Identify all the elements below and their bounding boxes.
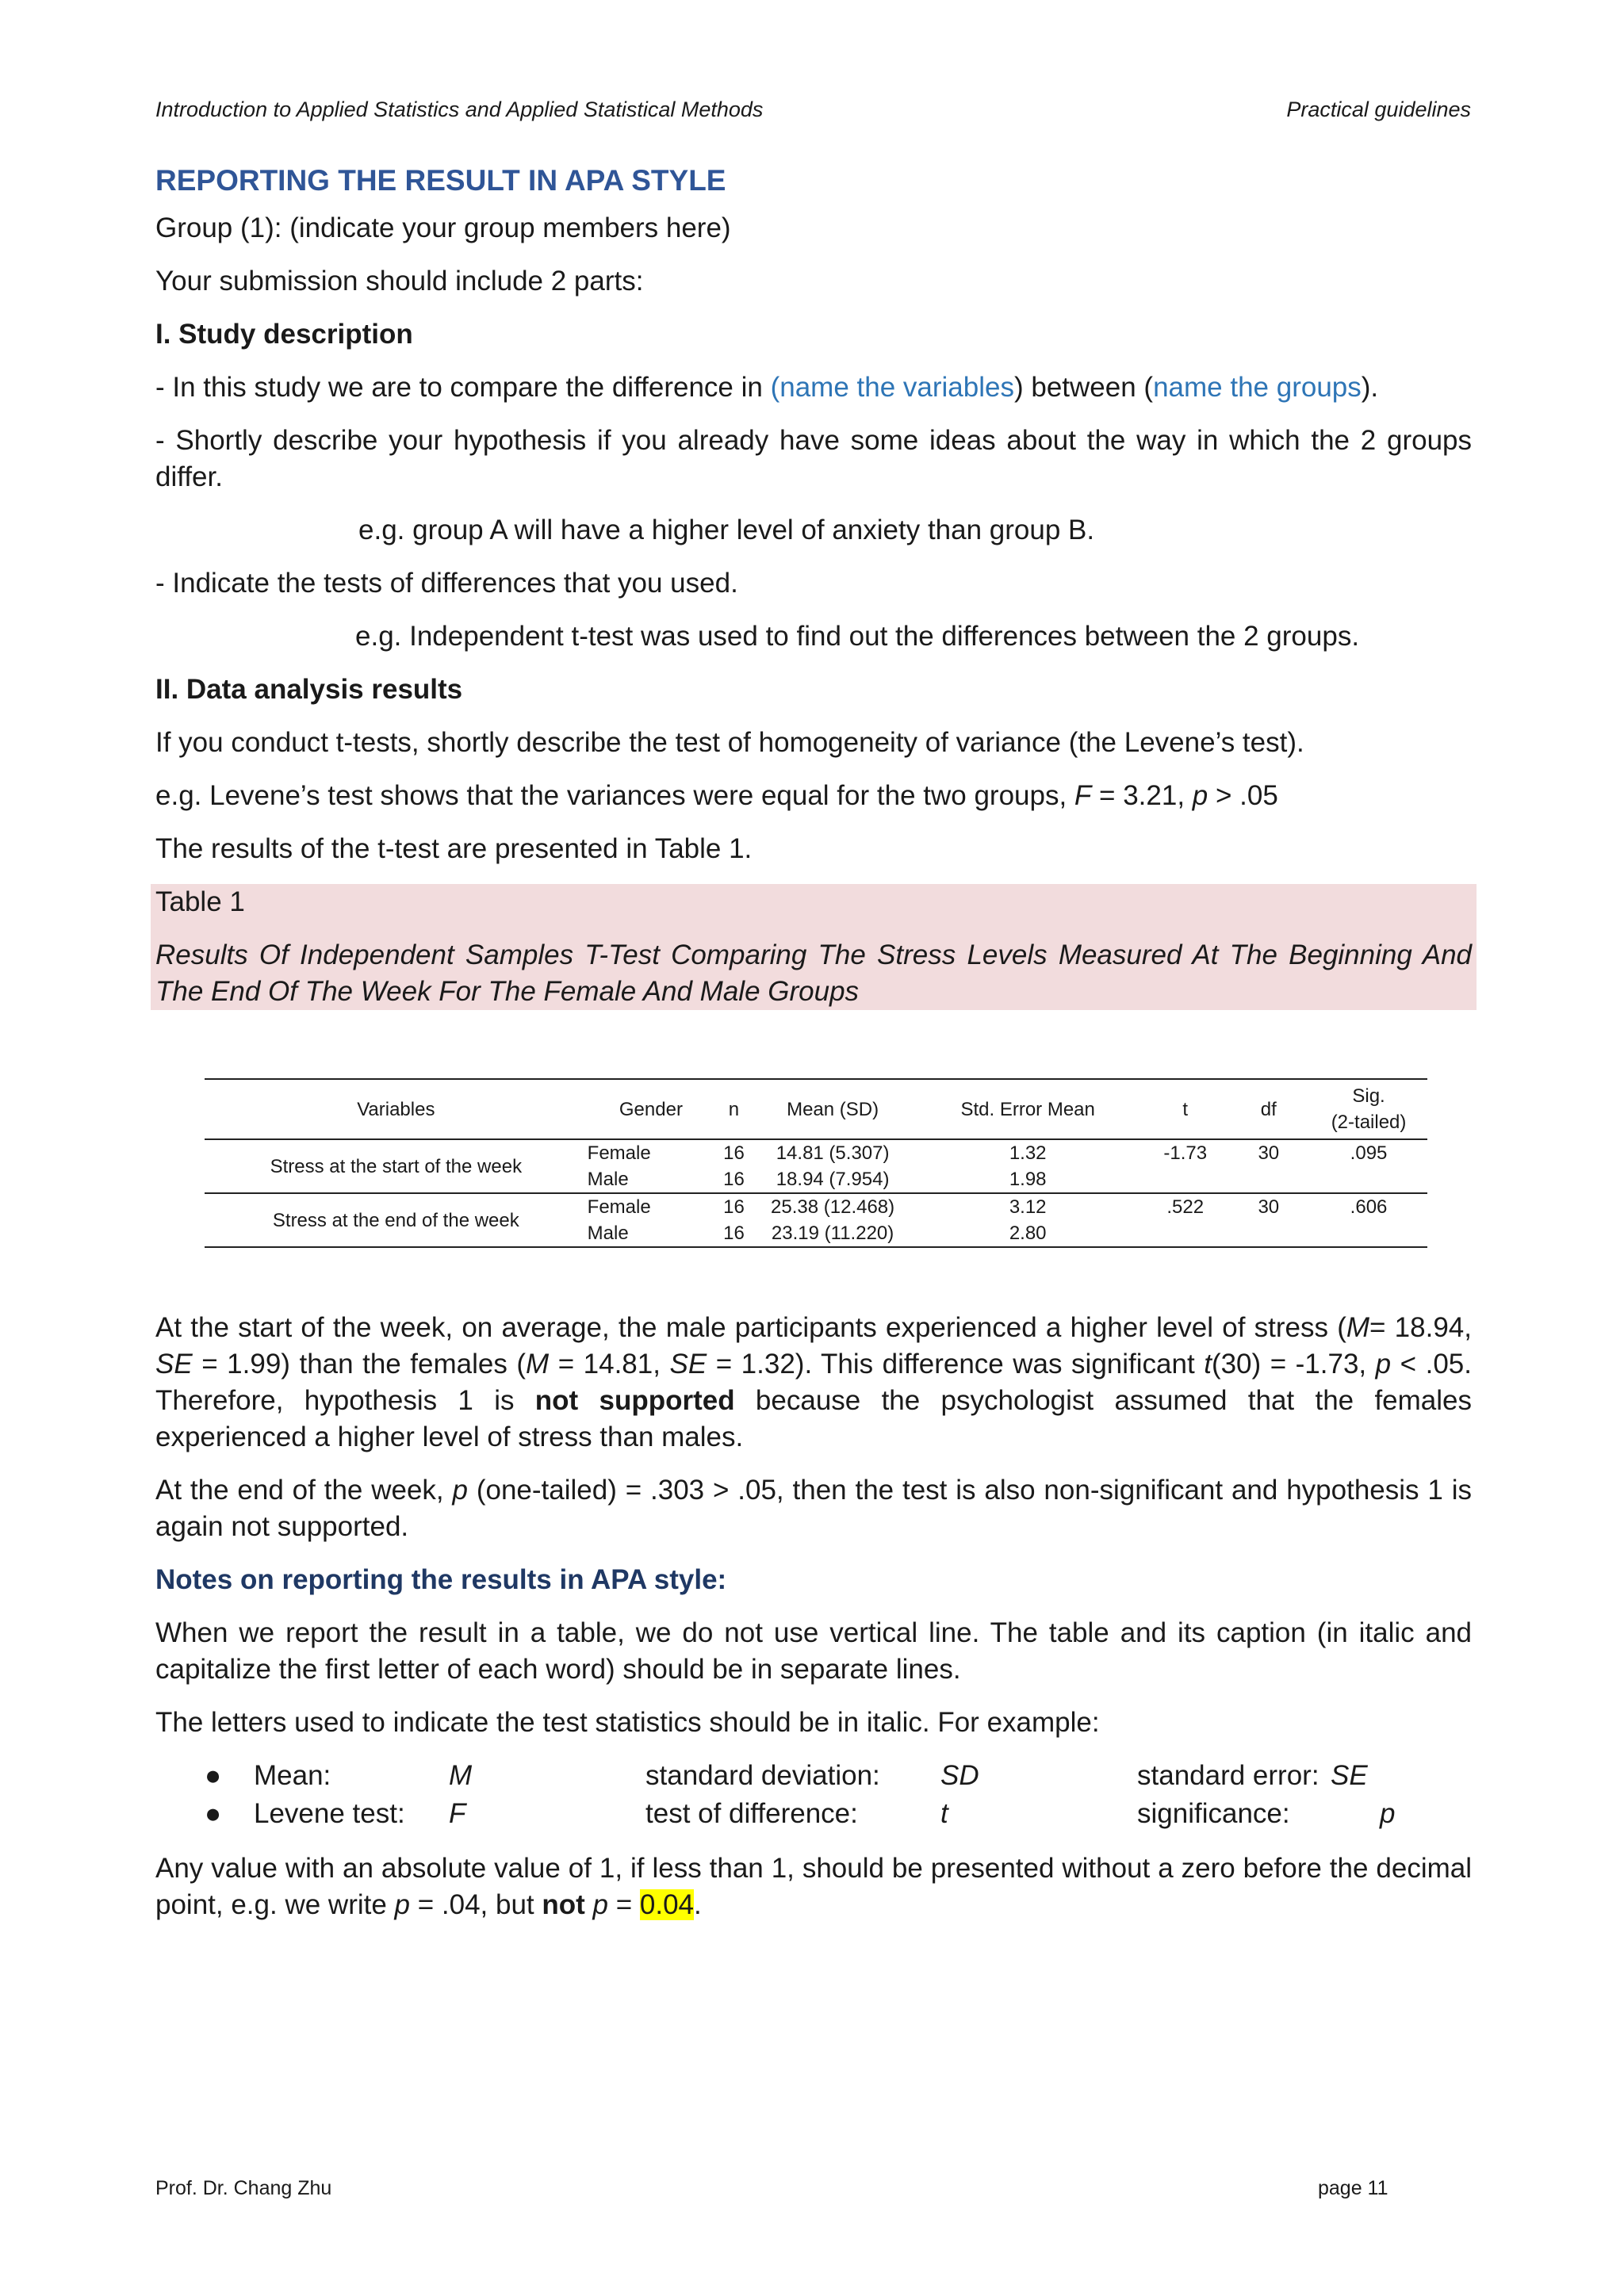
t-cell-empty <box>1143 1166 1228 1193</box>
symbol-label: Mean: <box>254 1760 331 1791</box>
results-table <box>205 1078 1427 1248</box>
page-content <box>155 163 1472 1940</box>
variables-placeholder: (name the variables <box>770 372 1014 403</box>
table-caption <box>151 884 1477 1010</box>
stat-symbol-M: M <box>1346 1312 1370 1343</box>
col-variables: Variables <box>205 1079 588 1139</box>
symbol-label: significance: <box>1137 1798 1290 1829</box>
col-n: n <box>714 1079 753 1139</box>
stat-symbol-SE: SE <box>155 1349 193 1380</box>
tests-instruction: - Indicate the tests of differences that you used. <box>155 568 738 599</box>
symbol-value: t <box>940 1798 948 1829</box>
table-row <box>205 1193 1427 1220</box>
groups-placeholder: name the groups <box>1153 372 1362 403</box>
stat-symbol-F: F <box>1074 780 1092 811</box>
list-item <box>155 1758 1472 1796</box>
compare-mid: ) between ( <box>1013 372 1154 403</box>
col-gender: Gender <box>588 1079 715 1139</box>
symbol-value: F <box>449 1798 466 1829</box>
highlighted-value: 0.04 <box>639 1889 695 1920</box>
not-emphasis: not <box>542 1889 585 1920</box>
sig-label: Sig. <box>1352 1085 1385 1107</box>
group-line: Group (1): (indicate your group members here) <box>155 212 731 243</box>
results-table-wrapper <box>205 1078 1427 1248</box>
stat-symbol-p: p <box>394 1889 411 1920</box>
symbol-label: standard error: <box>1137 1760 1320 1791</box>
compare-post: ). <box>1361 372 1379 403</box>
submission-line: Your submission should include 2 parts: <box>155 266 644 297</box>
levene-value: = 3.21, <box>1091 780 1193 811</box>
hypothesis-instruction: - Shortly describe your hypothesis if you already have some ideas about the way in which the 2 groups differ. <box>155 425 1472 492</box>
n-cell: 16 <box>723 1142 745 1164</box>
result-text: because the psychologist assumed that the females experienced a higher level of stress than males. <box>155 1385 1472 1452</box>
sig-cell-empty <box>1310 1220 1427 1247</box>
symbol-value: SE <box>1331 1760 1368 1791</box>
table-note: When we report the result in a table, we do not use vertical line. The table and its caption (in italic and capitalize the first letter of each word) should be in separate lines. <box>155 1617 1472 1685</box>
section-title: REPORTING THE RESULT IN APA STYLE <box>155 164 726 197</box>
mean-cell: 18.94 (7.954) <box>753 1166 913 1193</box>
symbol-value: p <box>1380 1798 1396 1829</box>
footer-author: Prof. Dr. Chang Zhu <box>155 2177 332 2199</box>
col-sig <box>1310 1079 1427 1139</box>
result-text: At the start of the week, on average, the male participants experienced a higher level of stress ( <box>155 1312 1346 1343</box>
stat-symbol-p: p <box>452 1475 468 1506</box>
df-cell: 30 <box>1258 1196 1280 1218</box>
tests-example: e.g. Independent t-test was used to find out the differences between the 2 groups. <box>355 621 1360 652</box>
running-header-section: Practical guidelines <box>1286 98 1471 121</box>
gender-cell: Female <box>587 1196 651 1218</box>
note-text: = .04, but <box>410 1889 542 1920</box>
result-paragraph-end <box>155 1472 1472 1545</box>
result-text: = 1.32). This difference was significant <box>707 1349 1205 1380</box>
bullet-icon: ● <box>205 1798 222 1829</box>
letters-note: The letters used to indicate the test statistics should be in italic. For example: <box>155 1707 1100 1738</box>
hypothesis-example: e.g. group A will have a higher level of anxiety than group B. <box>358 515 1095 545</box>
mean-cell: 14.81 (5.307) <box>776 1142 890 1164</box>
compare-statement <box>155 369 1472 406</box>
stat-symbol-p: p <box>1375 1349 1392 1380</box>
result-text: < .05. Therefore, hypothesis 1 is <box>155 1349 1472 1416</box>
df-cell: 30 <box>1258 1142 1280 1164</box>
col-t: t <box>1143 1079 1228 1139</box>
variable-cell: Stress at the start of the week <box>205 1139 588 1193</box>
symbol-label: test of difference: <box>645 1798 858 1829</box>
not-supported-emphasis: not supported <box>534 1385 735 1416</box>
note-text: Any value with an absolute value of 1, if less than 1, should be presented without a zero before the decimal point, e.g. we write <box>155 1853 1472 1920</box>
variable-cell: Stress at the end of the week <box>205 1193 588 1247</box>
mean-cell: 23.19 (11.220) <box>753 1220 913 1247</box>
se-cell: 1.32 <box>1009 1142 1047 1164</box>
stat-symbol-SE: SE <box>669 1349 707 1380</box>
sig-cell: .606 <box>1350 1196 1388 1218</box>
df-cell-empty <box>1228 1220 1311 1247</box>
levene-example <box>155 778 1472 814</box>
se-cell: 2.80 <box>912 1220 1143 1247</box>
mean-cell: 25.38 (12.468) <box>771 1196 895 1218</box>
table-title: Results Of Independent Samples T-Test Comparing The Stress Levels Measured At The Beginning And The End Of The Week For The Female And Male Groups <box>155 939 1472 1007</box>
levene-text: e.g. Levene’s test shows that the variances were equal for the two groups, <box>155 780 1074 811</box>
t-cell: -1.73 <box>1163 1142 1208 1164</box>
df-cell-empty <box>1228 1166 1311 1193</box>
running-header-title: Introduction to Applied Statistics and Applied Statistical Methods <box>155 98 764 121</box>
col-se: Std. Error Mean <box>912 1079 1143 1139</box>
symbol-label: Levene test: <box>254 1798 405 1829</box>
n-cell: 16 <box>714 1166 753 1193</box>
sig-sublabel: (2-tailed) <box>1331 1112 1407 1133</box>
result-text: = 18.94, <box>1369 1312 1472 1343</box>
symbol-label: standard deviation: <box>645 1760 880 1791</box>
se-cell: 1.98 <box>912 1166 1143 1193</box>
col-df: df <box>1228 1079 1311 1139</box>
n-cell: 16 <box>714 1220 753 1247</box>
gender-cell: Male <box>588 1166 715 1193</box>
result-text: = 14.81, <box>549 1349 670 1380</box>
note-text: = <box>608 1889 640 1920</box>
result-paragraph-start <box>155 1310 1472 1456</box>
stat-symbol-p: p <box>592 1889 609 1920</box>
result-text: At the end of the week, <box>155 1475 453 1506</box>
compare-pre: - In this study we are to compare the difference in <box>155 372 771 403</box>
gender-cell: Male <box>588 1220 715 1247</box>
stat-symbol-t: t <box>1204 1349 1212 1380</box>
bullet-icon: ● <box>205 1760 222 1791</box>
n-cell: 16 <box>723 1196 745 1218</box>
stat-symbol-p: p <box>1192 780 1208 811</box>
table-header-row <box>205 1079 1427 1139</box>
table-label: Table 1 <box>155 886 245 917</box>
note-text <box>585 1889 593 1920</box>
table-intro: The results of the t-test are presented in Table 1. <box>155 833 753 864</box>
zero-rule-note <box>155 1850 1472 1923</box>
levene-threshold: > .05 <box>1208 780 1278 811</box>
t-cell-empty <box>1143 1220 1228 1247</box>
list-item <box>155 1796 1472 1834</box>
symbol-value: M <box>449 1760 473 1791</box>
result-text: (one-tailed) = .303 > .05, then the test is also non-significant and hypothesis 1 is again not supported. <box>155 1475 1472 1542</box>
result-text: (30) = -1.73, <box>1211 1349 1376 1380</box>
symbol-value: SD <box>940 1760 979 1791</box>
result-text: = 1.99) than the females ( <box>192 1349 527 1380</box>
col-mean: Mean (SD) <box>753 1079 913 1139</box>
footer-page-number: page 11 <box>1318 2177 1388 2199</box>
symbols-list <box>155 1758 1472 1834</box>
gender-cell: Female <box>587 1142 651 1164</box>
part2-heading: II. Data analysis results <box>155 674 463 705</box>
part1-heading: I. Study description <box>155 319 413 350</box>
notes-heading: Notes on reporting the results in APA style: <box>155 1564 727 1595</box>
t-cell: .522 <box>1166 1196 1205 1218</box>
se-cell: 3.12 <box>1009 1196 1047 1218</box>
sig-cell: .095 <box>1350 1142 1388 1164</box>
levene-intro: If you conduct t-tests, shortly describe the test of homogeneity of variance (the Levene’s test). <box>155 727 1304 758</box>
table-row <box>205 1139 1427 1166</box>
sig-cell-empty <box>1310 1166 1427 1193</box>
stat-symbol-M: M <box>526 1349 550 1380</box>
note-text: . <box>694 1889 702 1920</box>
